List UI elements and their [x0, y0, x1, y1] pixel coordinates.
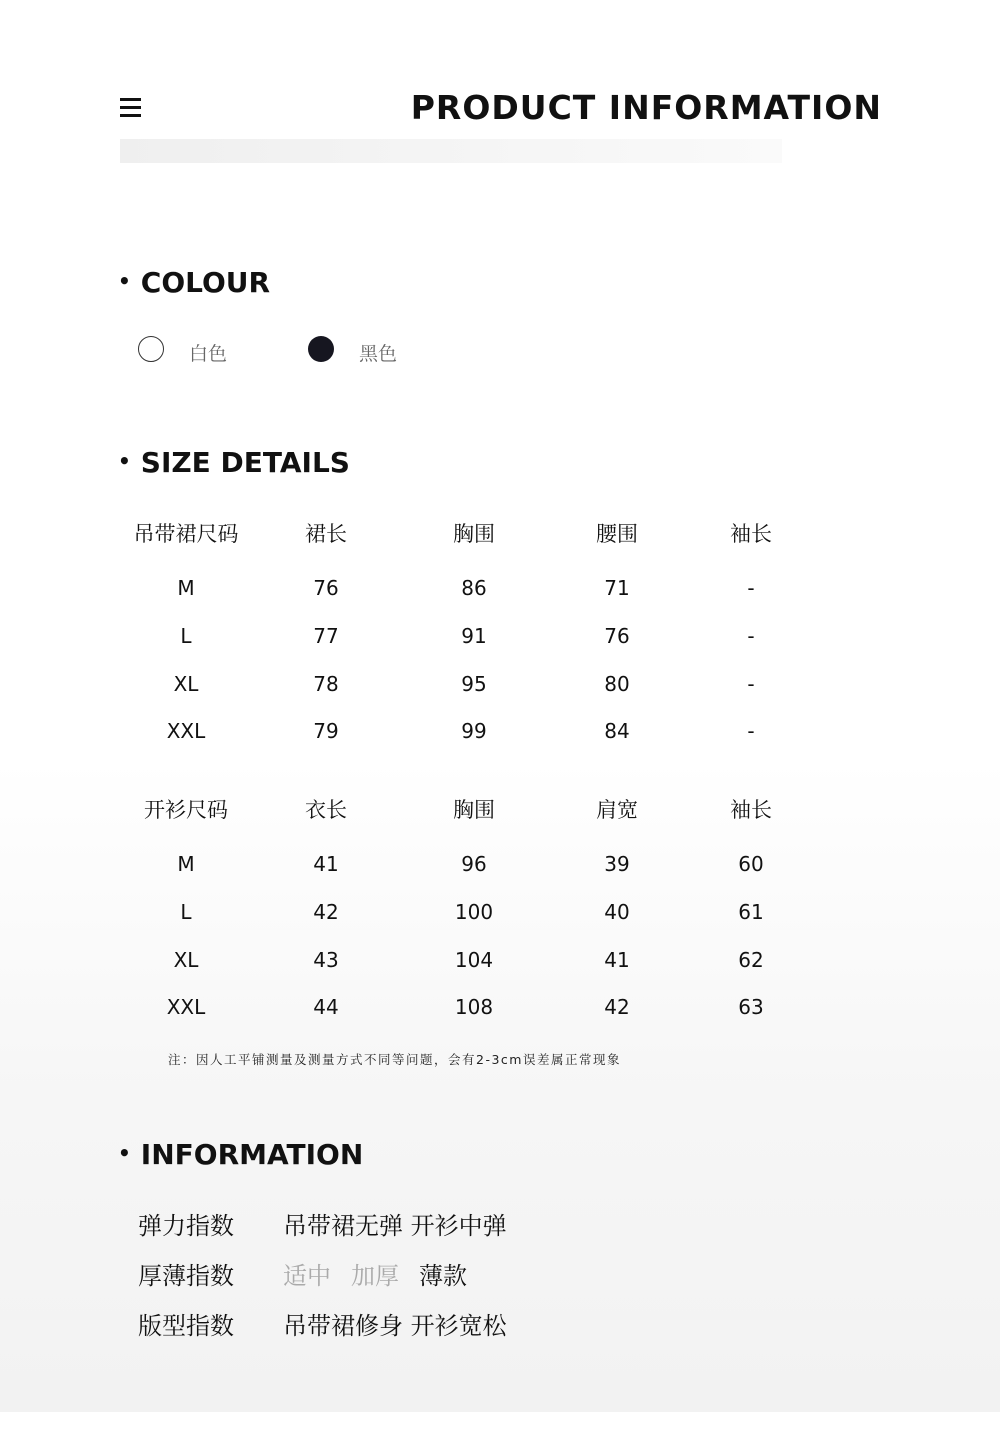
size-table-cell: 86 — [461, 576, 487, 600]
info-value — [283, 1256, 467, 1291]
measurement-note: 注：因人工平铺测量及测量方式不同等问题，会有2-3cm误差属正常现象 — [168, 1052, 621, 1067]
size-table-cell: 79 — [313, 719, 339, 743]
size-table-cell: - — [747, 624, 755, 648]
information-heading — [118, 1138, 363, 1171]
info-option: 吊带裙修身 开衫宽松 — [283, 1312, 507, 1340]
black-swatch-label: 黑色 — [359, 343, 398, 365]
size-table-cell: XXL — [166, 995, 206, 1019]
info-option: 薄款 — [419, 1262, 467, 1290]
size-details-heading — [118, 446, 350, 479]
page-title: PRODUCT INFORMATION — [410, 88, 882, 127]
size-table-cell: 99 — [461, 719, 487, 743]
size-table-cell: - — [747, 576, 755, 600]
size-table-cell: 42 — [313, 900, 339, 924]
info-value — [283, 1206, 507, 1241]
size-table-cell: M — [177, 576, 195, 600]
info-value — [283, 1306, 507, 1341]
black-swatch[interactable] — [308, 336, 334, 362]
colour-heading — [118, 266, 270, 299]
size-table-cell: L — [180, 900, 192, 924]
size-table-cell: 62 — [738, 948, 764, 972]
size-table-cell: - — [747, 719, 755, 743]
bullet-icon: • — [118, 269, 131, 293]
size-table-cell: 41 — [313, 852, 339, 876]
size-table-cell: 91 — [461, 624, 487, 648]
size-table-header: 开衫尺码 — [144, 798, 228, 822]
white-swatch-label: 白色 — [189, 343, 228, 365]
size-table-cell: 39 — [604, 852, 630, 876]
size-table-cell: 43 — [313, 948, 339, 972]
size-table-cell: 76 — [313, 576, 339, 600]
size-table-cell: 60 — [738, 852, 764, 876]
information-heading-text: INFORMATION — [140, 1138, 364, 1171]
size-table-cell: - — [747, 672, 755, 696]
size-table-cell: 84 — [604, 719, 630, 743]
size-table-cell: 95 — [461, 672, 487, 696]
size-table-cell: 61 — [738, 900, 764, 924]
info-option: 适中 — [283, 1262, 331, 1290]
size-table-header: 吊带裙尺码 — [133, 522, 239, 546]
size-table-cell: 104 — [454, 948, 494, 972]
size-table-cell: 41 — [604, 948, 630, 972]
size-details-heading-text: SIZE DETAILS — [140, 446, 350, 479]
size-table-cell: 80 — [604, 672, 630, 696]
size-table-cell: 71 — [604, 576, 630, 600]
colour-heading-text: COLOUR — [140, 266, 271, 299]
size-table-cell: XXL — [166, 719, 206, 743]
size-table-cell: XL — [173, 948, 199, 972]
bullet-icon: • — [118, 449, 131, 473]
size-table-header: 裙长 — [305, 522, 347, 546]
bullet-icon: • — [118, 1141, 131, 1165]
size-table-cell: 40 — [604, 900, 630, 924]
menu-line — [120, 114, 141, 117]
menu-line — [120, 98, 141, 101]
menu-line — [120, 106, 141, 109]
size-table-header: 胸围 — [453, 798, 495, 822]
size-table-cell: 44 — [313, 995, 339, 1019]
white-swatch[interactable] — [138, 336, 164, 362]
size-table-cell: L — [180, 624, 192, 648]
menu-icon[interactable] — [120, 98, 141, 118]
info-label: 弹力指数 — [138, 1212, 234, 1240]
size-table-header: 袖长 — [730, 798, 772, 822]
size-table-cell: 108 — [454, 995, 494, 1019]
size-table-cell: 77 — [313, 624, 339, 648]
size-table-cell: 76 — [604, 624, 630, 648]
size-table-header: 袖长 — [730, 522, 772, 546]
size-table-header: 衣长 — [305, 798, 347, 822]
size-table-cell: M — [177, 852, 195, 876]
size-table-cell: 100 — [454, 900, 494, 924]
size-table-cell: 78 — [313, 672, 339, 696]
size-table-cell: XL — [173, 672, 199, 696]
info-label: 厚薄指数 — [138, 1262, 234, 1290]
info-option: 加厚 — [351, 1262, 399, 1290]
size-table-cell: 96 — [461, 852, 487, 876]
size-table-cell: 63 — [738, 995, 764, 1019]
size-table-header: 胸围 — [453, 522, 495, 546]
size-table-cell: 42 — [604, 995, 630, 1019]
info-label: 版型指数 — [138, 1312, 234, 1340]
size-table-header: 肩宽 — [596, 798, 638, 822]
size-table-header: 腰围 — [596, 522, 638, 546]
title-decoration-bar — [120, 139, 782, 163]
info-option: 吊带裙无弹 开衫中弹 — [283, 1212, 507, 1240]
